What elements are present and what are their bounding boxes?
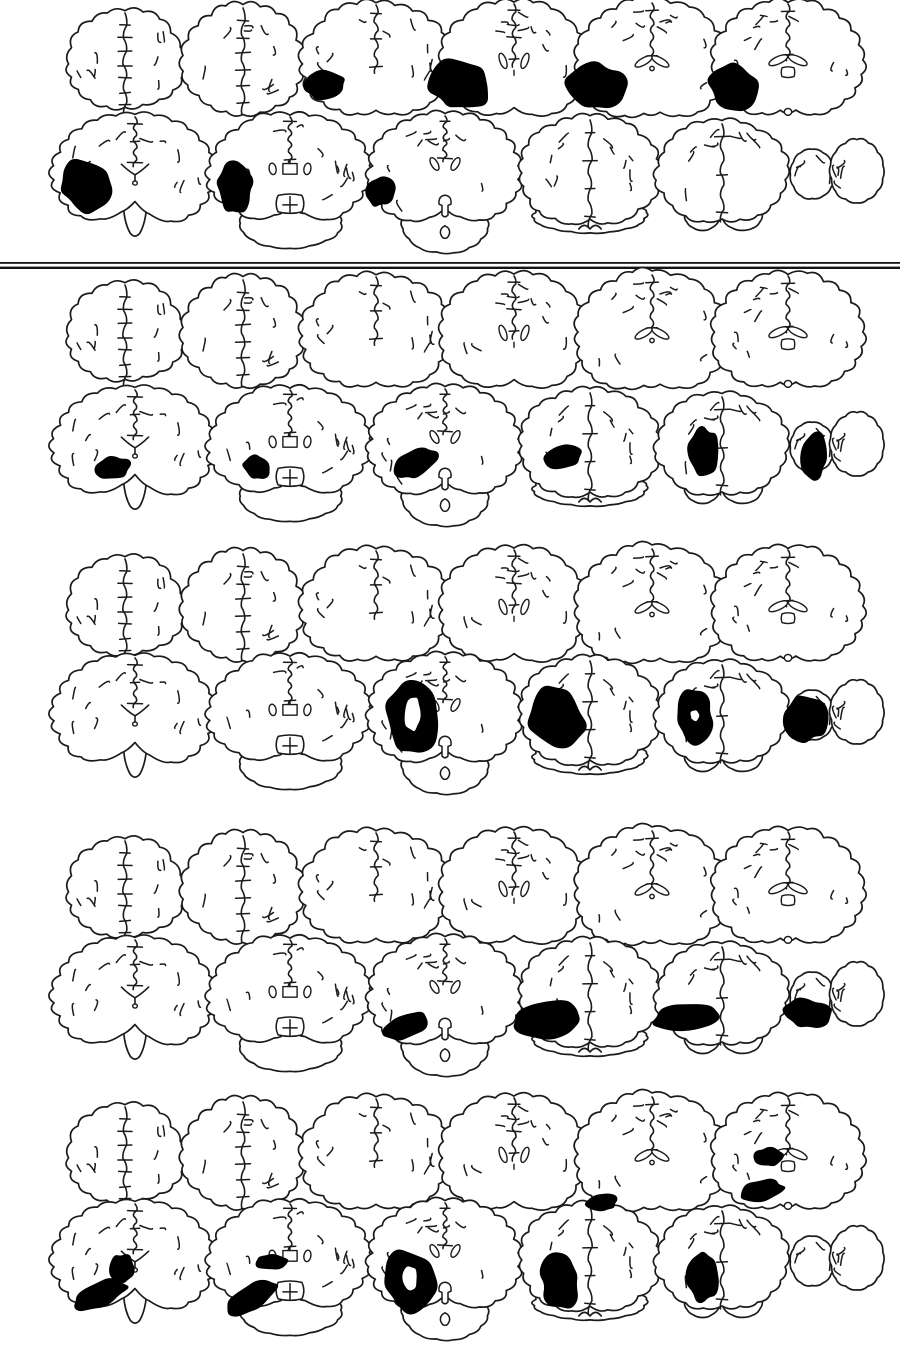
case-4: [49, 824, 884, 1077]
brain-slice-p3-r1-c3: [298, 545, 453, 661]
brain-slice-p2-r1-c2: [179, 274, 306, 389]
brain-slice-p3-r1-c1: [66, 554, 186, 662]
brain-slice-p2-r2-c3: [366, 383, 522, 526]
brain-slice-p5-r2-c1: [49, 1199, 218, 1323]
brain-slice-p1-r1-c2: [179, 2, 306, 117]
brain-slice-p3-r1-c2: [179, 548, 306, 663]
brain-slice-p3-r2-c1: [49, 653, 218, 777]
brain-slice-p5-r2-c6: [790, 1226, 884, 1290]
brain-slice-p4-r2-c2: [205, 935, 374, 1072]
brain-slice-p2-r1-c1: [66, 280, 186, 388]
case-2: [49, 268, 884, 527]
brain-slice-p4-r1-c2: [179, 830, 306, 945]
brain-slice-p4-r1-c4: [439, 827, 591, 944]
brain-slice-p3-r1-c6: [711, 544, 866, 661]
brain-slice-p4-r1-c3: [298, 827, 453, 943]
case-3: [49, 542, 884, 795]
brain-slice-p2-r1-c4: [439, 271, 591, 388]
brain-slice-p3-r2-c5: [653, 659, 789, 771]
brain-slice-p2-r2-c1: [49, 385, 218, 509]
brain-slice-p2-r1-c6: [711, 270, 866, 387]
brain-slice-p3-r2-c3: [366, 651, 522, 794]
brain-slice-p1-r2-c5: [653, 118, 789, 230]
brain-slice-p5-r2-c5: [653, 1205, 789, 1317]
brain-slice-p2-r2-c5: [653, 391, 789, 503]
brain-slice-p2-r1-c5: [574, 268, 733, 390]
case-5: [49, 1090, 884, 1341]
brain-slice-p3-r2-c2: [205, 653, 374, 790]
brain-slice-p2-r1-c3: [298, 271, 453, 387]
brain-slice-p5-r1-c6: [711, 1092, 866, 1209]
brain-slice-p4-r2-c3: [366, 933, 522, 1076]
brain-slice-p3-r1-c5: [574, 542, 733, 664]
brain-slice-p4-r1-c1: [66, 836, 186, 944]
brain-slice-p5-r1-c4: [439, 1093, 591, 1210]
brain-slice-p4-r2-c5: [653, 941, 789, 1053]
brain-slice-p5-r1-c1: [66, 1102, 186, 1210]
brain-slice-p4-r1-c5: [574, 824, 733, 946]
brain-slice-p5-r1-c5: [574, 1090, 733, 1212]
brain-slice-p5-r1-c2: [179, 1096, 306, 1211]
brain-slice-p2-r2-c2: [205, 385, 374, 522]
panel-divider: [0, 262, 900, 269]
case-1: [49, 0, 884, 254]
brain-slice-p1-r2-c4: [519, 114, 664, 234]
brain-slice-p4-r2-c1: [49, 935, 218, 1059]
brain-slice-p5-r1-c3: [298, 1093, 453, 1209]
brain-slice-p5-r2-c4: [519, 1201, 664, 1321]
brain-slice-p2-r2-c4: [519, 387, 664, 507]
brain-slice-p4-r1-c6: [711, 826, 866, 943]
brain-slice-p1-r1-c1: [66, 8, 186, 116]
brain-slice-p3-r1-c4: [439, 545, 591, 662]
brain-slice-p1-r2-c6: [790, 139, 884, 203]
